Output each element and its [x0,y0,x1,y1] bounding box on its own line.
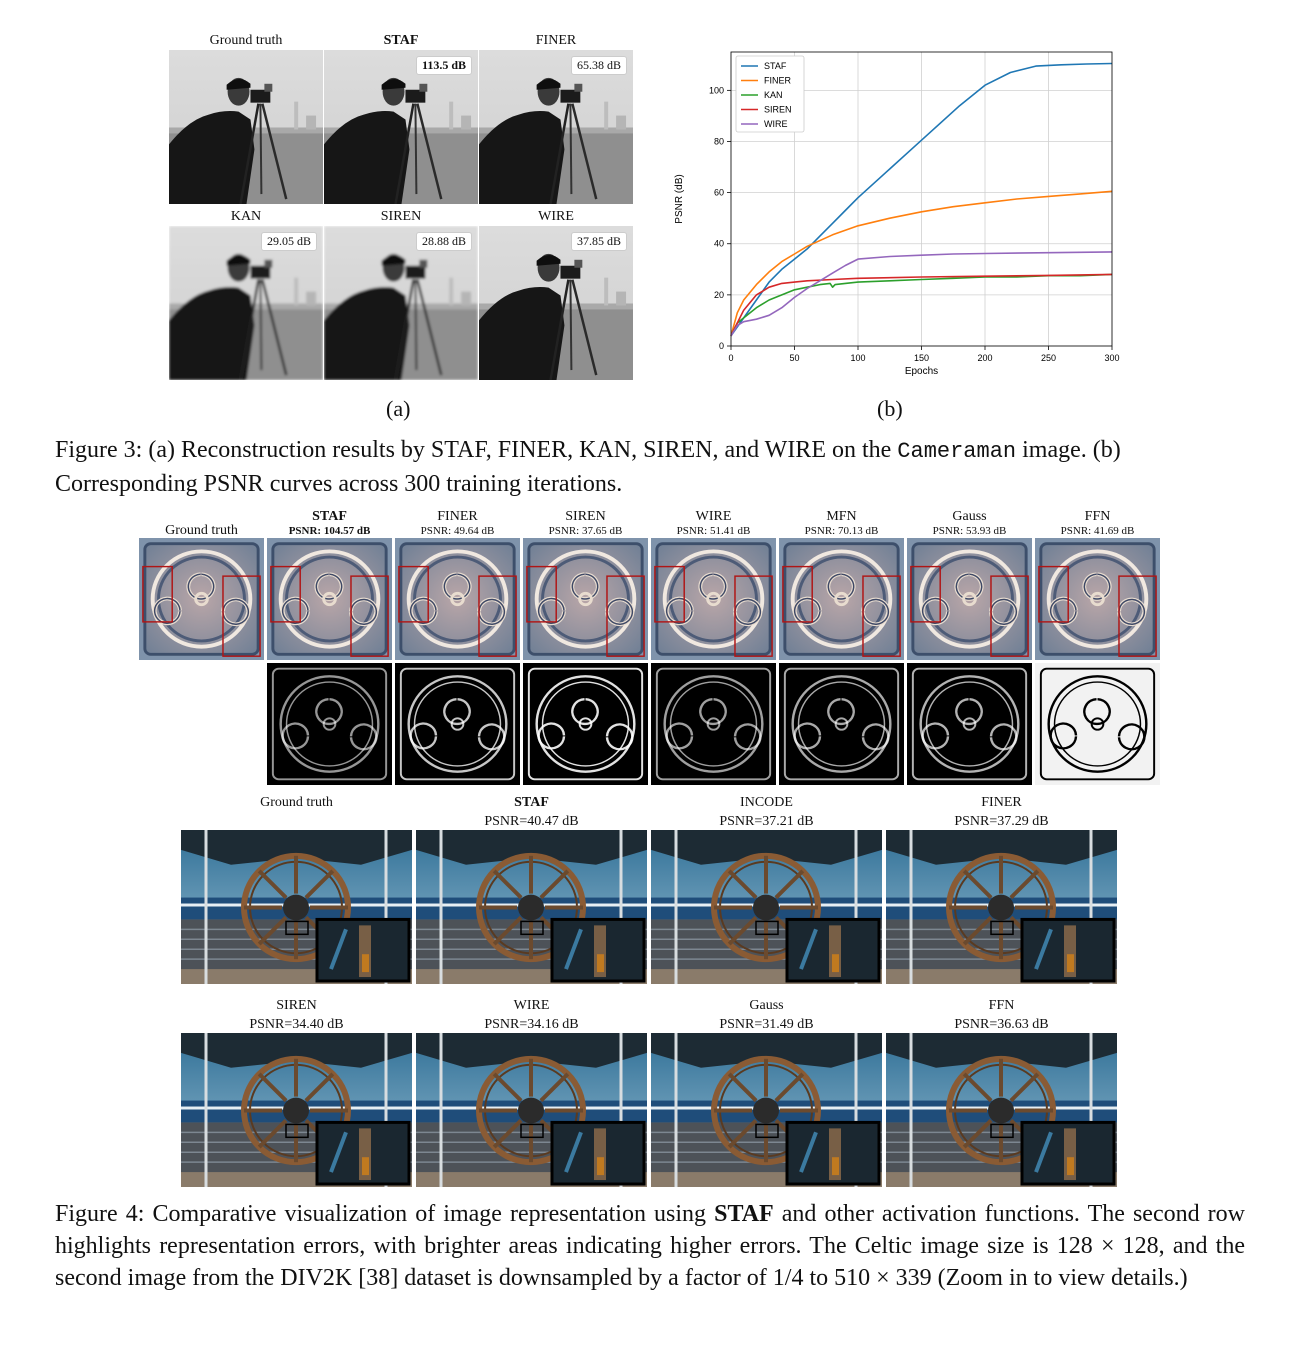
div2k-title-staf: STAF [514,795,549,810]
chart-legend [736,56,804,132]
celtic-error-map [523,663,648,785]
celtic-error-map [779,663,904,785]
celtic-image [907,538,1032,660]
div2k-title-siren: SIREN [276,998,317,1013]
celtic-error-map [267,663,392,785]
x-tick-label: 150 [913,353,930,363]
cameraman-title-siren: SIREN [380,209,422,224]
div2k-psnr-finer: PSNR=37.29 dB [954,814,1049,829]
celtic-psnr-mfn: PSNR: 70.13 dB [804,525,879,537]
div2k-psnr-staf: PSNR=40.47 dB [484,814,579,829]
celtic-image [779,538,904,660]
legend-label-kan: KAN [764,90,783,100]
ship-wheel-image [416,1033,647,1187]
div2k-title-ffn: FFN [988,998,1015,1013]
cameraman-image [324,226,478,380]
x-tick-label: 100 [850,353,866,363]
celtic-image [139,538,264,660]
ship-wheel-image [181,830,412,984]
celtic-title-mfn: MFN [826,509,857,524]
chart-x-axis-label: Epochs [904,366,939,377]
figure-4-caption: Figure 4: Comparative visualization of image representation using STAF and other activation functions. The second row highlights representation errors, with brighter areas indicating higher errors. The Celtic image size is 128 × 128, and the second image from the DIV2K [38] dataset is downsampled by a factor of 1/4 to 510 × 339 (Zoom in to view details.) [55,1201,1245,1291]
div2k-title-ground-truth: Ground truth [260,795,333,810]
cameraman-title-kan: KAN [230,209,262,224]
div2k-title-wire: WIRE [513,998,550,1013]
celtic-image [1035,538,1160,660]
legend-label-wire: WIRE [764,119,788,129]
celtic-image [267,538,392,660]
chart-y-axis-label: PSNR (dB) [674,174,685,224]
div2k-psnr-gauss: PSNR=31.49 dB [719,1017,814,1032]
legend-label-staf: STAF [764,61,787,71]
ship-wheel-image [886,1033,1117,1187]
cameraman-image [169,226,323,380]
cameraman-title-finer: FINER [535,33,577,48]
div2k-title-finer: FINER [981,795,1022,810]
psnr-badge: 28.88 dB [416,232,472,251]
cameraman-title-wire: WIRE [538,209,574,224]
x-tick-label: 200 [977,353,993,363]
x-tick-label: 300 [1104,353,1120,363]
psnr-badge: 29.05 dB [261,232,317,251]
ship-wheel-image [651,1033,882,1187]
cameraman-image [479,50,633,204]
celtic-title-staf: STAF [312,509,347,524]
y-tick-label: 100 [708,85,724,96]
div2k-title-incode: INCODE [740,795,793,810]
celtic-title-gauss: Gauss [952,509,987,524]
sublabel-b: (b) [877,396,903,421]
celtic-title-ffn: FFN [1084,509,1111,524]
ship-wheel-image [651,830,882,984]
x-tick-label: 250 [1040,353,1057,363]
celtic-psnr-siren: PSNR: 37.65 dB [548,525,623,537]
psnr-chart [668,40,1128,390]
celtic-title-wire: WIRE [695,509,732,524]
y-tick-label: 60 [713,187,724,198]
cameraman-title-ground-truth: Ground truth [209,33,283,48]
celtic-error-map [651,663,776,785]
celtic-title-ground-truth: Ground truth [165,523,238,538]
cameraman-title-staf: STAF [383,33,419,48]
celtic-error-map [907,663,1032,785]
ship-wheel-image [181,1033,412,1187]
cameraman-image [479,226,633,380]
celtic-psnr-gauss: PSNR: 53.93 dB [932,525,1007,537]
celtic-image [395,538,520,660]
div2k-title-gauss: Gauss [749,998,784,1013]
y-tick-label: 80 [713,136,724,147]
celtic-psnr-finer: PSNR: 49.64 dB [420,525,495,537]
sublabel-a: (a) [386,396,411,421]
ship-wheel-image [886,830,1117,984]
y-tick-label: 0 [718,341,724,351]
legend-label-finer: FINER [764,75,791,86]
cameraman-image [324,50,478,204]
celtic-psnr-wire: PSNR: 51.41 dB [676,525,751,537]
celtic-image [651,538,776,660]
y-tick-label: 40 [713,238,724,249]
celtic-title-finer: FINER [437,509,478,524]
celtic-error-map [1035,663,1160,785]
x-tick-label: 0 [728,353,734,363]
cameraman-image [169,50,323,204]
div2k-psnr-wire: PSNR=34.16 dB [484,1017,579,1032]
celtic-psnr-staf: PSNR: 104.57 dB [288,525,371,537]
div2k-psnr-siren: PSNR=34.40 dB [249,1017,344,1032]
celtic-error-map [395,663,520,785]
legend-label-siren: SIREN [764,104,792,115]
celtic-psnr-ffn: PSNR: 41.69 dB [1060,525,1135,537]
div2k-psnr-incode: PSNR=37.21 dB [719,814,814,829]
psnr-badge: 113.5 dB [416,56,472,75]
psnr-badge: 65.38 dB [571,56,627,75]
psnr-badge: 37.85 dB [571,232,627,251]
celtic-image [523,538,648,660]
x-tick-label: 50 [789,353,800,363]
y-tick-label: 20 [713,289,724,300]
ship-wheel-image [416,830,647,984]
figure-3-caption: Figure 3: (a) Reconstruction results by STAF, FINER, KAN, SIREN, and WIRE on the Cameraman image. (b) Corresponding PSNR curves across 300 training iterations. [55,437,1121,497]
celtic-title-siren: SIREN [565,509,606,524]
div2k-psnr-ffn: PSNR=36.63 dB [954,1017,1049,1032]
